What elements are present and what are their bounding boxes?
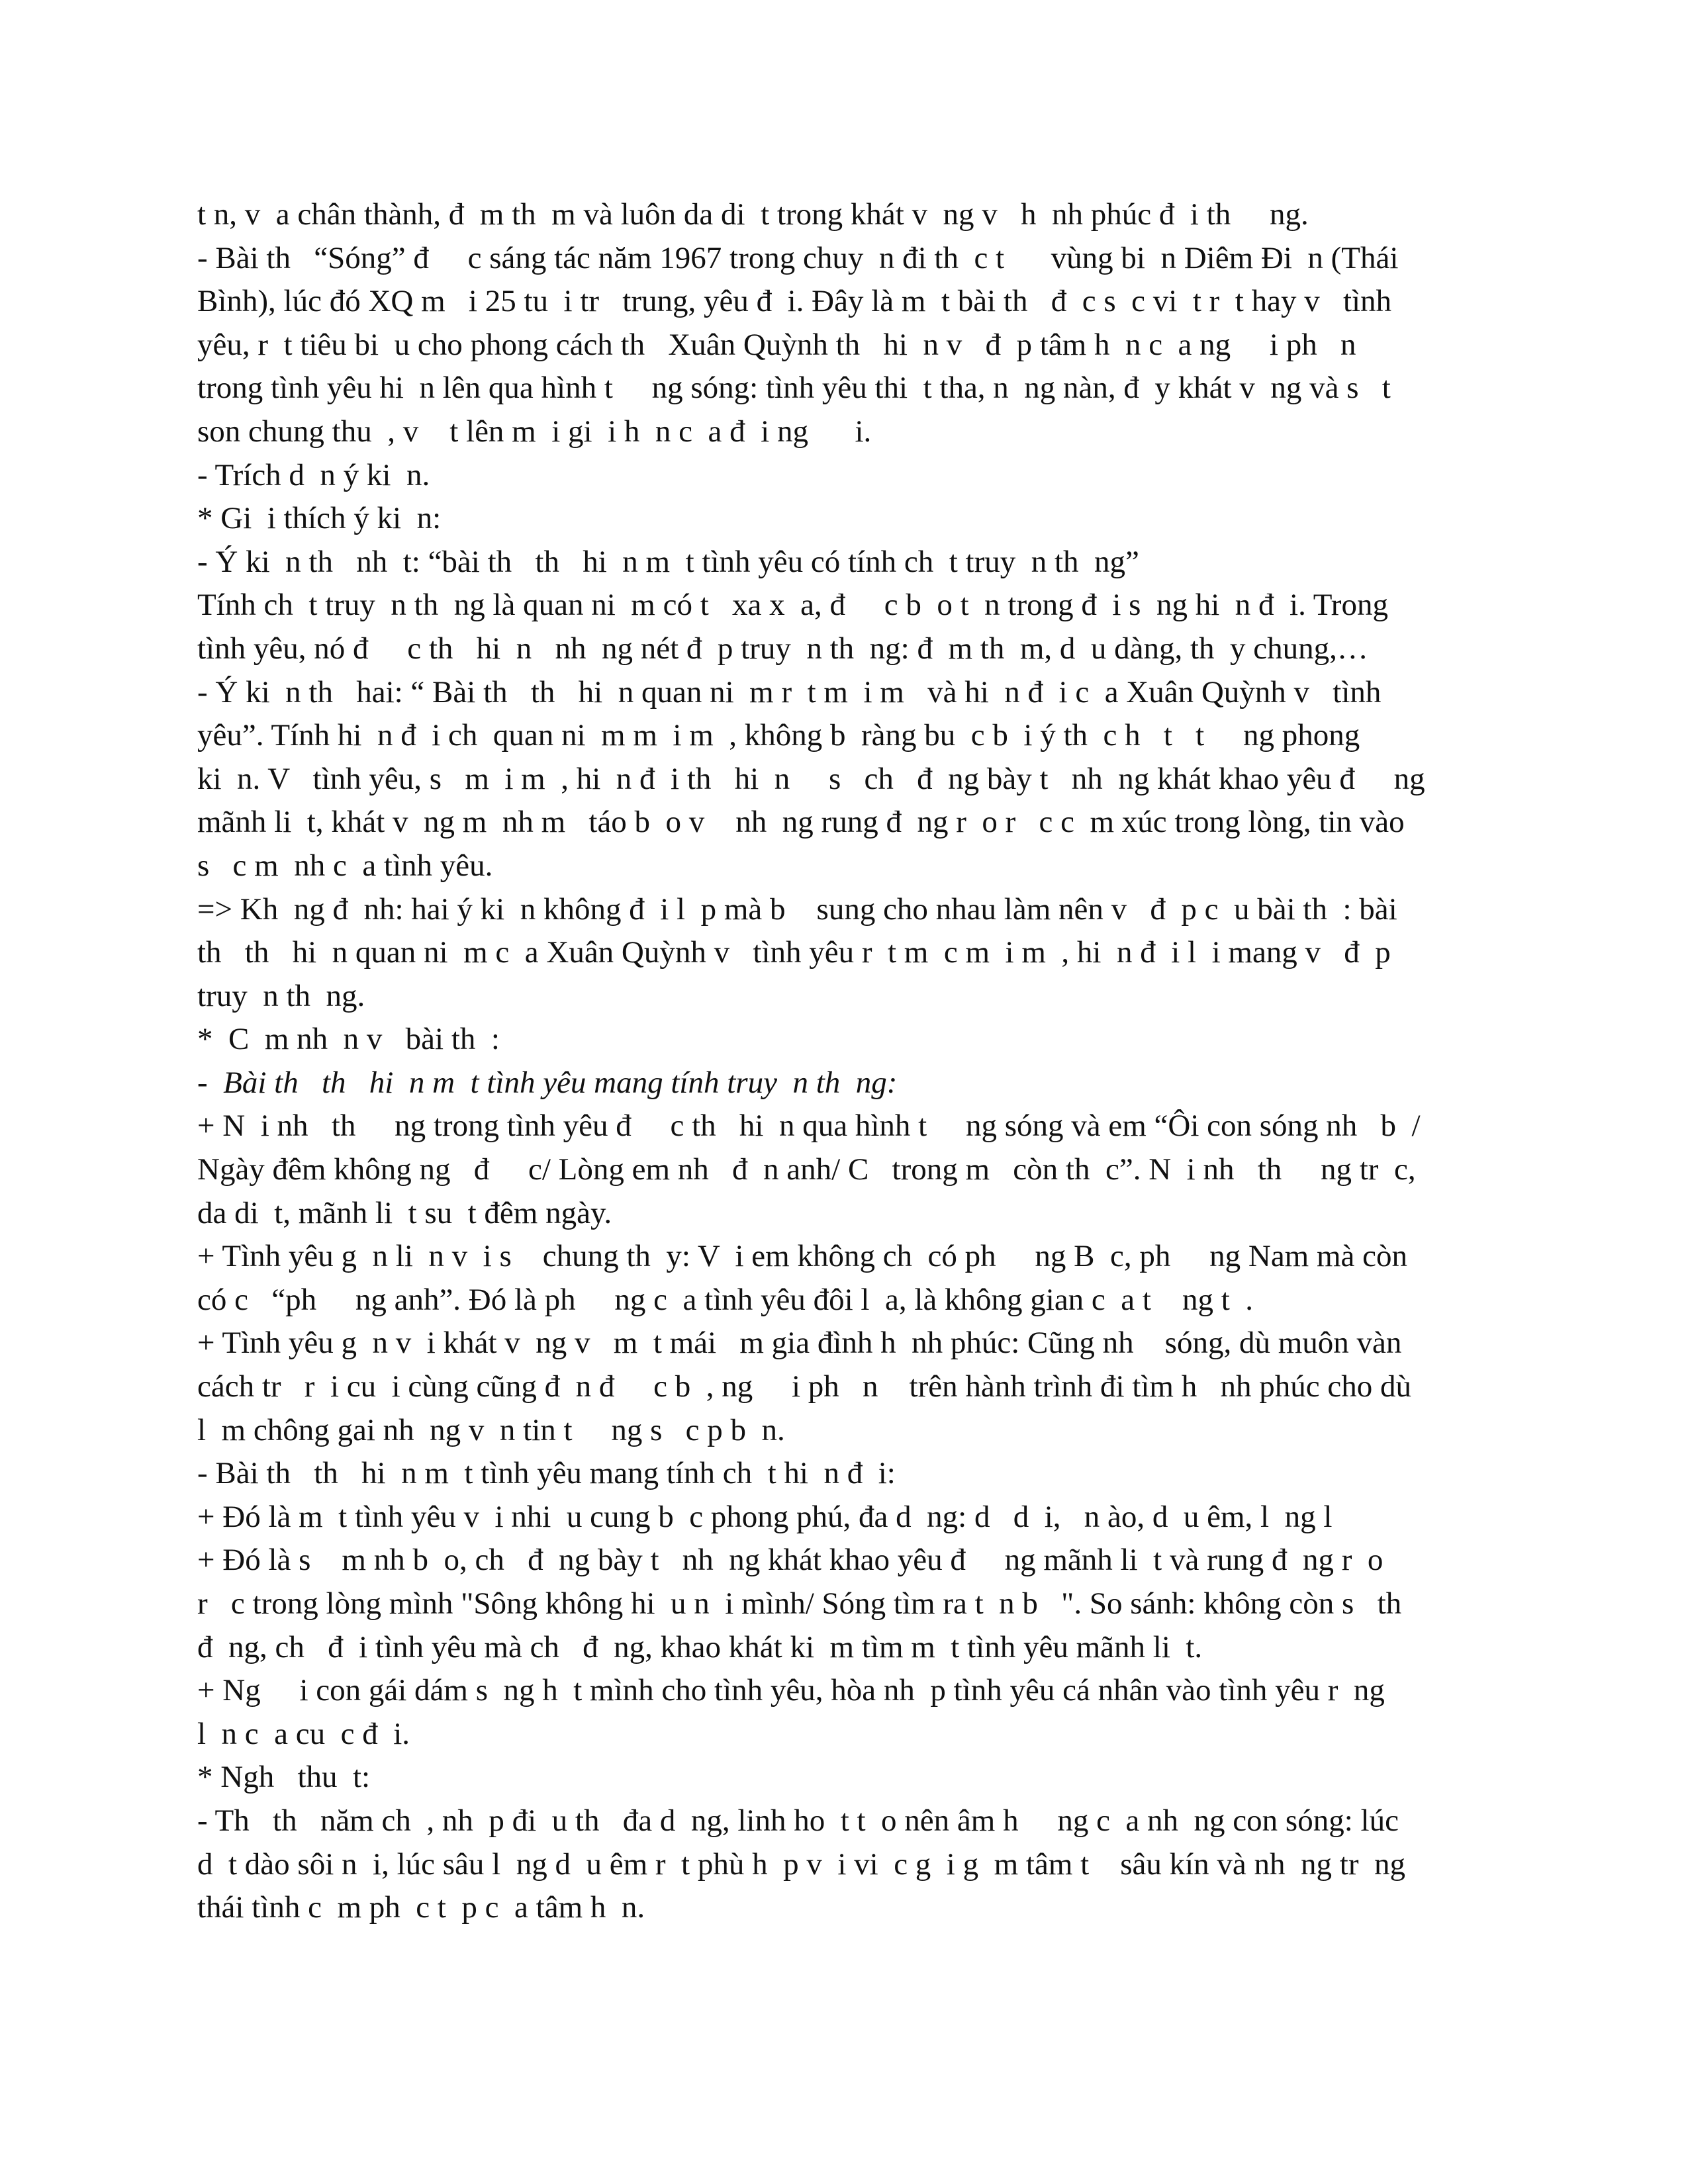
text-line: d t dào sôi n i, lúc sâu l ng d u êm r t phù h p v i vi c g i g m tâm t sâu kín và nh ng tr ng [197,1846,1405,1882]
text-line: + Ng i con gái dám s ng h t mình cho tình yêu, hòa nh p tình yêu cá nhân vào tình yêu r ng [197,1673,1385,1708]
text-line: - Bài th “Sóng” đ c sáng tác năm 1967 trong chuy n đi th c t vùng bi n Diêm Đi n (Thái [197,240,1399,275]
text-line: Ngày đêm không ng đ c/ Lòng em nh đ n anh/ C trong m còn th c”. N i nh th ng tr c, [197,1152,1416,1187]
text-line: - Bài th th hi n m t tình yêu mang tính ch t hi n đ i: [197,1456,896,1491]
text-line: * C m nh n v bài th : [197,1022,500,1057]
text-line: da di t, mãnh li t su t đêm ngày. [197,1195,612,1230]
text-line: + Đó là m t tình yêu v i nhi u cung b c phong phú, đa d ng: d d i, n ào, d u êm, l ng l [197,1499,1333,1534]
text-line: th th hi n quan ni m c a Xuân Quỳnh v tình yêu r t m c m i m , hi n đ i l i mang v đ p [197,935,1391,970]
text-line: yêu, r t tiêu bi u cho phong cách th Xuân Quỳnh th hi n v đ p tâm h n c a ng i ph n [197,327,1356,362]
text-line: đ ng, ch đ i tình yêu mà ch đ ng, khao khát ki m tìm m t tình yêu mãnh li t. [197,1629,1203,1664]
text-line: - Trích d n ý ki n. [197,457,430,492]
text-line: - Th th năm ch , nh p đi u th đa d ng, linh ho t t o nên âm h ng c a nh ng con sóng: lúc [197,1803,1399,1838]
text-line: + Tình yêu g n li n v i s chung th y: V i em không ch có ph ng B c, ph ng Nam mà còn [197,1239,1408,1274]
text-line: => Kh ng đ nh: hai ý ki n không đ i l p mà b sung cho nhau làm nên v đ p c u bài th : bài [197,891,1397,927]
text-line: mãnh li t, khát v ng m nh m táo b o v nh ng rung đ ng r o r c c m xúc trong lòng, tin vào [197,805,1405,840]
text-line: + Tình yêu g n v i khát v ng v m t mái m gia đình h nh phúc: Cũng nh sóng, dù muôn vàn [197,1326,1402,1361]
text-line: Tính ch t truy n th ng là quan ni m có t xa x a, đ c b o t n trong đ i s ng hi n đ i. Trong [197,588,1388,623]
text-line: - Ý ki n th hai: “ Bài th th hi n quan ni m r t m i m và hi n đ i c a Xuân Quỳnh v tình [197,674,1382,709]
text-line: s c m nh c a tình yêu. [197,848,493,883]
text-line: + N i nh th ng trong tình yêu đ c th hi n qua hình t ng sóng và em “Ôi con sóng nh b / [197,1109,1421,1144]
document-body [197,193,1495,1930]
text-line: truy n th ng. [197,978,365,1013]
text-line: + Đó là s m nh b o, ch đ ng bày t nh ng khát khao yêu đ ng mãnh li t và rung đ ng r o [197,1543,1383,1578]
text-line: r c trong lòng mình "Sông không hi u n i mình/ Sóng tìm ra t n b ". So sánh: không còn s th [197,1586,1402,1621]
text-line: * Ngh thu t: [197,1760,371,1795]
text-line: thái tình c m ph c t p c a tâm h n. [197,1890,645,1925]
text-line: son chung thu , v t lên m i gi i h n c a đ i ng i. [197,414,872,449]
text-line: ki n. V tình yêu, s m i m , hi n đ i th hi n s ch đ ng bày t nh ng khát khao yêu đ ng [197,761,1425,796]
text-line: tình yêu, nó đ c th hi n nh ng nét đ p truy n th ng: đ m th m, d u dàng, th y chung,… [197,631,1368,666]
text-line: cách tr r i cu i cùng cũng đ n đ c b , ng i ph n trên hành trình đi tìm h nh phúc cho dù [197,1369,1411,1404]
text-line: trong tình yêu hi n lên qua hình t ng sóng: tình yêu thi t tha, n ng nàn, đ y khát v ng và s t [197,371,1391,406]
text-line: có c “ph ng anh”. Đó là ph ng c a tình yêu đôi l a, là không gian c a t ng t . [197,1282,1254,1317]
text-line: t n, v a chân thành, đ m th m và luôn da di t trong khát v ng v h nh phúc đ i th ng. [197,197,1309,232]
text-line: l m chông gai nh ng v n tin t ng s c p b n. [197,1412,785,1447]
text-line: * Gi i thích ý ki n: [197,501,442,536]
text-line: - Bài th th hi n m t tình yêu mang tính truy n th ng: [197,1065,898,1100]
text-line: - Ý ki n th nh t: “bài th th hi n m t tình yêu có tính ch t truy n th ng” [197,544,1139,579]
text-line: Bình), lúc đó XQ m i 25 tu i tr trung, yêu đ i. Đây là m t bài th đ c s c vi t r t hay v tình [197,284,1392,319]
text-line: l n c a cu c đ i. [197,1716,410,1751]
text-line: yêu”. Tính hi n đ i ch quan ni m m i m , không b ràng bu c b i ý th c h t t ng phong [197,718,1360,753]
